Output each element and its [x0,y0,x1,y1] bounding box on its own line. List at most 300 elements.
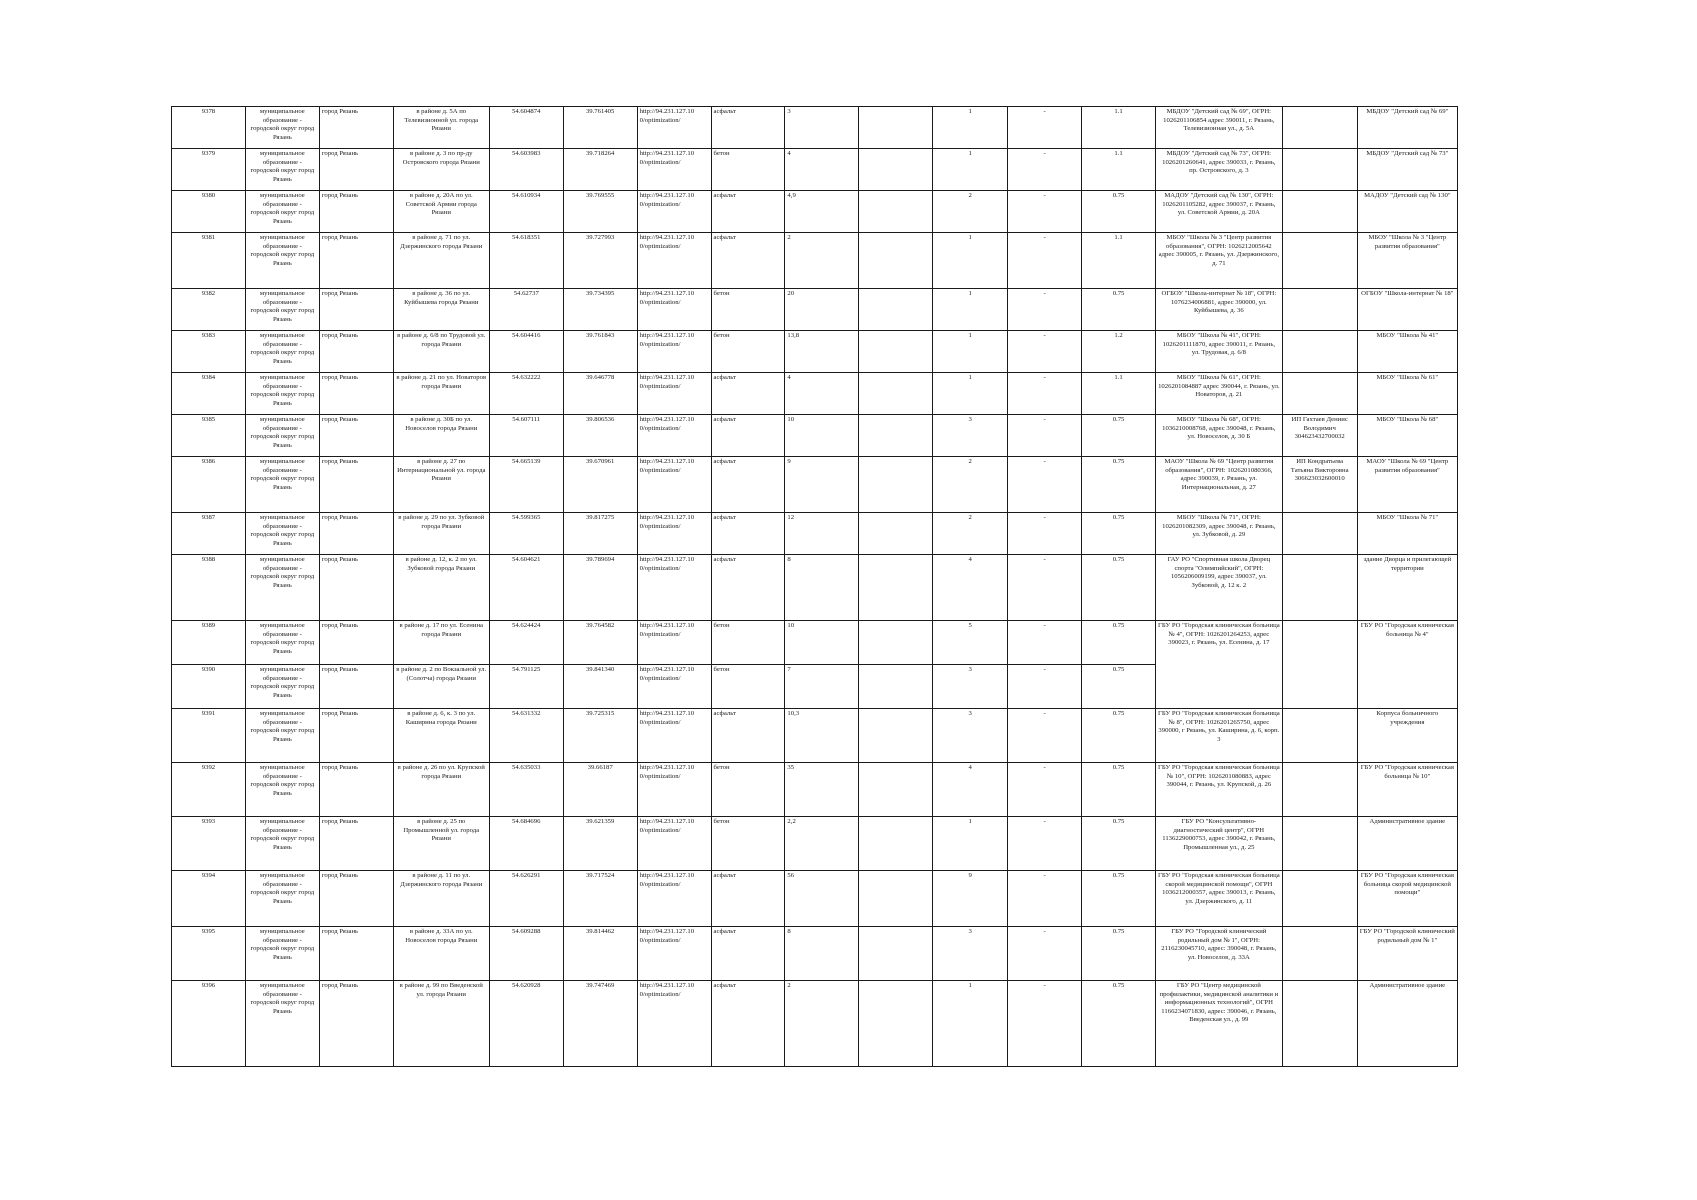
dash-cell: - [1008,871,1082,927]
surface-cell: бетон [711,331,785,373]
empty-cell [859,191,933,233]
operator-cell [1282,763,1357,817]
dash-cell: - [1008,817,1082,871]
dash-cell: - [1008,289,1082,331]
area-cell: 12 [785,513,859,555]
longitude-cell: 39.734395 [563,289,637,331]
link-cell: http://94.231.127.10 0/optimization/ [637,763,711,817]
surface-cell: асфальт [711,927,785,981]
link-cell: http://94.231.127.10 0/optimization/ [637,927,711,981]
owner-cell: МБОУ "Школа № 61", ОГРН: 1026201084887 адрес 390044, г. Рязань, ул. Новаторов, д. 21 [1156,373,1283,415]
waste-source-cell: ГБУ РО "Городская клиническая больница № 10" [1357,763,1457,817]
area-cell: 4 [785,373,859,415]
address-cell: в районе д. 71 по ул. Дзержинского города Рязани [393,233,489,289]
surface-cell: асфальт [711,513,785,555]
link-cell: http://94.231.127.10 0/optimization/ [637,457,711,513]
row-number: 9395 [172,927,246,981]
longitude-cell: 39.817275 [563,513,637,555]
empty-cell [859,621,933,665]
empty-cell [859,107,933,149]
link-cell: http://94.231.127.10 0/optimization/ [637,665,711,709]
operator-cell [1282,871,1357,927]
longitude-cell: 39.764582 [563,621,637,665]
waste-source-cell: МБДОУ "Детский сад № 69" [1357,107,1457,149]
row-number: 9388 [172,555,246,621]
municipality-cell: муниципальное образование - городской округ город Рязань [245,457,319,513]
row-number: 9383 [172,331,246,373]
waste-source-cell: МБОУ "Школа № 41" [1357,331,1457,373]
link-cell: http://94.231.127.10 0/optimization/ [637,415,711,457]
address-cell: в районе д. 36 по ул. Куйбышева города Рязани [393,289,489,331]
area-cell: 2,2 [785,817,859,871]
container-count-cell: 1 [933,817,1008,871]
row-number: 9378 [172,107,246,149]
area-cell: 10 [785,415,859,457]
operator-cell [1282,289,1357,331]
owner-cell: ГБУ РО "Городская клиническая больница № 8", ОГРН: 1026201265750, адрес 390000, г Рязань, ул. Каширина, д. 6, корп. 3 [1156,709,1283,763]
link-cell: http://94.231.127.10 0/optimization/ [637,621,711,665]
empty-cell [859,233,933,289]
operator-cell: ИП Гахтаев Дениис Володимич 304623432700032 [1282,415,1357,457]
area-cell: 8 [785,927,859,981]
table-row [172,871,1458,927]
operator-cell [1282,555,1357,621]
area-cell: 35 [785,763,859,817]
row-number: 9394 [172,871,246,927]
row-number: 9391 [172,709,246,763]
address-cell: в районе д. 12, к. 2 по ул. Зубковой города Рязани [393,555,489,621]
table-row [172,555,1458,621]
owner-cell: ГБУ РО "Городской клинический родильный дом № 1", ОГРН: 2116230045710, адрес: 390048, г. Рязань, ул. Новоселов, д. 33А [1156,927,1283,981]
row-number: 9385 [172,415,246,457]
dash-cell: - [1008,149,1082,191]
address-cell: в районе д. 17 по ул. Есенина города Рязани [393,621,489,665]
surface-cell: асфальт [711,191,785,233]
container-count-cell: 2 [933,191,1008,233]
volume-cell: 1.1 [1082,373,1156,415]
owner-cell: ГБУ РО "Городская клиническая больница № 4", ОГРН: 1026201264253, адрес 390023, г. Рязань, ул. Есенина, д. 17 [1156,621,1283,709]
settlement-cell: город Рязань [319,709,393,763]
municipality-cell: муниципальное образование - городской округ город Рязань [245,233,319,289]
longitude-cell: 39.717524 [563,871,637,927]
longitude-cell: 39.725315 [563,709,637,763]
address-cell: в районе д. 6, к. 3 по ул. Каширина города Рязани [393,709,489,763]
settlement-cell: город Рязань [319,233,393,289]
waste-source-cell: МАОУ "Школа № 69 "Центр развития образования" [1357,457,1457,513]
longitude-cell: 39.727993 [563,233,637,289]
row-number: 9393 [172,817,246,871]
municipality-cell: муниципальное образование - городской округ город Рязань [245,763,319,817]
container-count-cell: 1 [933,331,1008,373]
operator-cell [1282,981,1357,1067]
municipality-cell: муниципальное образование - городской округ город Рязань [245,871,319,927]
row-number: 9379 [172,149,246,191]
volume-cell: 0.75 [1082,665,1156,709]
waste-source-cell: МАДОУ "Детский сад № 130" [1357,191,1457,233]
row-number: 9382 [172,289,246,331]
surface-cell: асфальт [711,871,785,927]
table-row [172,709,1458,763]
municipality-cell: муниципальное образование - городской округ город Рязань [245,709,319,763]
dash-cell: - [1008,927,1082,981]
empty-cell [859,373,933,415]
container-count-cell: 3 [933,927,1008,981]
row-number: 9386 [172,457,246,513]
settlement-cell: город Рязань [319,555,393,621]
container-count-cell: 1 [933,373,1008,415]
table-row [172,621,1458,665]
latitude-cell: 54.604874 [489,107,563,149]
operator-cell: ИП Кондратьева Татьяна Викторовна 306623032600010 [1282,457,1357,513]
settlement-cell: город Рязань [319,191,393,233]
empty-cell [859,457,933,513]
volume-cell: 0.75 [1082,927,1156,981]
table-row [172,289,1458,331]
dash-cell: - [1008,763,1082,817]
longitude-cell: 39.761405 [563,107,637,149]
municipality-cell: муниципальное образование - городской округ город Рязань [245,927,319,981]
waste-source-cell: здание Дворца и прилегающей территории [1357,555,1457,621]
surface-cell: асфальт [711,709,785,763]
table-row [172,331,1458,373]
operator-cell [1282,513,1357,555]
container-count-cell: 4 [933,763,1008,817]
row-number: 9396 [172,981,246,1067]
empty-cell [859,763,933,817]
row-number: 9384 [172,373,246,415]
operator-cell [1282,331,1357,373]
dash-cell: - [1008,621,1082,665]
waste-source-cell: МБОУ "Школа № 61" [1357,373,1457,415]
area-cell: 8 [785,555,859,621]
dash-cell: - [1008,709,1082,763]
dash-cell: - [1008,415,1082,457]
container-count-cell: 3 [933,665,1008,709]
area-cell: 4,9 [785,191,859,233]
address-cell: в районе д. 27 по Интернациональной ул. города Рязани [393,457,489,513]
surface-cell: асфальт [711,233,785,289]
empty-cell [859,817,933,871]
area-cell: 13,8 [785,331,859,373]
operator-cell [1282,621,1357,709]
latitude-cell: 54.610934 [489,191,563,233]
municipality-cell: муниципальное образование - городской округ город Рязань [245,331,319,373]
table-row [172,981,1458,1067]
operator-cell [1282,191,1357,233]
volume-cell: 0.75 [1082,289,1156,331]
address-cell: в районе д. 33А по ул. Новоселов города Рязани [393,927,489,981]
municipality-cell: муниципальное образование - городской округ город Рязань [245,107,319,149]
volume-cell: 0.75 [1082,709,1156,763]
empty-cell [859,149,933,191]
table-row [172,817,1458,871]
address-cell: в районе д. 21 по ул. Новаторов города Рязани [393,373,489,415]
link-cell: http://94.231.127.10 0/optimization/ [637,149,711,191]
latitude-cell: 54.607111 [489,415,563,457]
row-number: 9381 [172,233,246,289]
settlement-cell: город Рязань [319,107,393,149]
surface-cell: асфальт [711,107,785,149]
area-cell: 9 [785,457,859,513]
link-cell: http://94.231.127.10 0/optimization/ [637,289,711,331]
volume-cell: 0.75 [1082,457,1156,513]
area-cell: 2 [785,233,859,289]
waste-source-cell: Административное здание [1357,817,1457,871]
empty-cell [859,709,933,763]
owner-cell: МБДОУ "Детский сад № 73", ОГРН: 1026201260641, адрес 390033, г. Рязань, пр. Островского, д. 3 [1156,149,1283,191]
settlement-cell: город Рязань [319,621,393,665]
settlement-cell: город Рязань [319,927,393,981]
settlement-cell: город Рязань [319,871,393,927]
surface-cell: асфальт [711,981,785,1067]
longitude-cell: 39.761843 [563,331,637,373]
settlement-cell: город Рязань [319,665,393,709]
row-number: 9380 [172,191,246,233]
table-row [172,107,1458,149]
volume-cell: 1.2 [1082,331,1156,373]
surface-cell: бетон [711,289,785,331]
container-count-cell: 1 [933,289,1008,331]
waste-source-cell: ОГБОУ "Школа-интернат № 18" [1357,289,1457,331]
link-cell: http://94.231.127.10 0/optimization/ [637,709,711,763]
dash-cell: - [1008,665,1082,709]
municipality-cell: муниципальное образование - городской округ город Рязань [245,373,319,415]
operator-cell [1282,709,1357,763]
owner-cell: ГБУ РО "Центр медицинской профилактики, медицинской аналитики и информационных технологий", ОГРН 1166234071830, адрес: 390046, г. Рязань, Введенская ул., д. 99 [1156,981,1283,1067]
area-cell: 20 [785,289,859,331]
latitude-cell: 54.604621 [489,555,563,621]
link-cell: http://94.231.127.10 0/optimization/ [637,817,711,871]
settlement-cell: город Рязань [319,331,393,373]
dash-cell: - [1008,191,1082,233]
table-row [172,191,1458,233]
municipality-cell: муниципальное образование - городской округ город Рязань [245,981,319,1067]
settlement-cell: город Рязань [319,817,393,871]
longitude-cell: 39.841340 [563,665,637,709]
operator-cell [1282,233,1357,289]
table-row [172,233,1458,289]
latitude-cell: 54.665139 [489,457,563,513]
row-number: 9389 [172,621,246,665]
owner-cell: ОГБОУ "Школа-интернат № 18", ОГРН: 1076234006881, адрес 390000, ул. Куйбышева, д. 36 [1156,289,1283,331]
owner-cell: ГБУ РО "Городская клиническая больница скорой медицинской помощи", ОГРН 1036212000357, адрес 390013, г. Рязань, ул. Дзержинского, д. 11 [1156,871,1283,927]
waste-source-cell: ГБУ РО "Городская клиническая больница скорой медицинской помощи" [1357,871,1457,927]
volume-cell: 1.1 [1082,233,1156,289]
municipality-cell: муниципальное образование - городской округ город Рязань [245,149,319,191]
settlement-cell: город Рязань [319,763,393,817]
row-number: 9387 [172,513,246,555]
longitude-cell: 39.621359 [563,817,637,871]
settlement-cell: город Рязань [319,457,393,513]
volume-cell: 0.75 [1082,191,1156,233]
longitude-cell: 39.66187 [563,763,637,817]
container-count-cell: 2 [933,513,1008,555]
volume-cell: 0.75 [1082,817,1156,871]
dash-cell: - [1008,331,1082,373]
waste-source-cell: ГБУ РО "Городской клинический родильный дом № 1" [1357,927,1457,981]
latitude-cell: 54.62737 [489,289,563,331]
empty-cell [859,513,933,555]
waste-source-cell: ГБУ РО "Городская клиническая больница № 4" [1357,621,1457,709]
latitude-cell: 54.631332 [489,709,563,763]
volume-cell: 1.1 [1082,149,1156,191]
settlement-cell: город Рязань [319,149,393,191]
waste-source-cell: МБОУ "Школа № 71" [1357,513,1457,555]
owner-cell: ГБУ РО "Городская клиническая больница № 10", ОГРН: 1026201080883, адрес 390044, г. Рязань, ул. Крупской, д. 26 [1156,763,1283,817]
latitude-cell: 54.624424 [489,621,563,665]
link-cell: http://94.231.127.10 0/optimization/ [637,191,711,233]
link-cell: http://94.231.127.10 0/optimization/ [637,513,711,555]
empty-cell [859,331,933,373]
empty-cell [859,927,933,981]
link-cell: http://94.231.127.10 0/optimization/ [637,555,711,621]
operator-cell [1282,927,1357,981]
operator-cell [1282,107,1357,149]
owner-cell: МБОУ "Школа № 3 "Центр развития образования", ОГРН: 1026212005642 адрес 390005, г. Рязань, ул. Дзержинского, д. 71 [1156,233,1283,289]
area-cell: 2 [785,981,859,1067]
longitude-cell: 39.789694 [563,555,637,621]
longitude-cell: 39.646778 [563,373,637,415]
surface-cell: асфальт [711,415,785,457]
latitude-cell: 54.632222 [489,373,563,415]
owner-cell: МБОУ "Школа № 71", ОГРН: 1026201082309, адрес 390048, г. Рязань, ул. Зубковой, д. 29 [1156,513,1283,555]
longitude-cell: 39.769555 [563,191,637,233]
surface-cell: бетон [711,149,785,191]
address-cell: в районе д. 20А по ул. Советской Армии города Рязани [393,191,489,233]
area-cell: 56 [785,871,859,927]
container-count-cell: 2 [933,457,1008,513]
container-count-cell: 1 [933,107,1008,149]
owner-cell: ГБУ РО "Консультативно-диагностический центр", ОГРН 1136229000753, адрес 390042, г. Рязань, Промышленная ул., д. 25 [1156,817,1283,871]
owner-cell: МБОУ "Школа № 41", ОГРН: 1026201111870, адрес 390011, г. Рязань, ул. Трудовая, д. 6/8 [1156,331,1283,373]
dash-cell: - [1008,555,1082,621]
longitude-cell: 39.747469 [563,981,637,1067]
latitude-cell: 54.635033 [489,763,563,817]
surface-cell: бетон [711,817,785,871]
longitude-cell: 39.806536 [563,415,637,457]
table-row [172,927,1458,981]
container-count-cell: 1 [933,149,1008,191]
link-cell: http://94.231.127.10 0/optimization/ [637,107,711,149]
container-count-cell: 1 [933,233,1008,289]
surface-cell: асфальт [711,555,785,621]
link-cell: http://94.231.127.10 0/optimization/ [637,373,711,415]
container-count-cell: 1 [933,981,1008,1067]
operator-cell [1282,817,1357,871]
surface-cell: бетон [711,665,785,709]
latitude-cell: 54.618351 [489,233,563,289]
municipality-cell: муниципальное образование - городской округ город Рязань [245,555,319,621]
address-cell: в районе д. 3 по пр-ду Островского города Рязани [393,149,489,191]
settlement-cell: город Рязань [319,289,393,331]
table-row [172,513,1458,555]
empty-cell [859,555,933,621]
address-cell: в районе д. 2 по Вокзальной ул. (Солотча) города Рязани [393,665,489,709]
settlement-cell: город Рязань [319,513,393,555]
area-cell: 10,3 [785,709,859,763]
address-cell: в районе д. 6/8 по Трудовой ул. города Рязани [393,331,489,373]
area-cell: 7 [785,665,859,709]
dash-cell: - [1008,373,1082,415]
table-row [172,763,1458,817]
container-count-cell: 5 [933,621,1008,665]
latitude-cell: 54.603983 [489,149,563,191]
empty-cell [859,981,933,1067]
municipality-cell: муниципальное образование - городской округ город Рязань [245,817,319,871]
table-row [172,149,1458,191]
container-count-cell: 4 [933,555,1008,621]
volume-cell: 1.1 [1082,107,1156,149]
settlement-cell: город Рязань [319,373,393,415]
container-count-cell: 3 [933,415,1008,457]
table-row [172,415,1458,457]
latitude-cell: 54.626291 [489,871,563,927]
longitude-cell: 39.718264 [563,149,637,191]
area-cell: 4 [785,149,859,191]
latitude-cell: 54.620928 [489,981,563,1067]
settlement-cell: город Рязань [319,981,393,1067]
empty-cell [859,665,933,709]
municipality-cell: муниципальное образование - городской округ город Рязань [245,621,319,665]
volume-cell: 0.75 [1082,415,1156,457]
latitude-cell: 54.604416 [489,331,563,373]
waste-source-cell: Административное здание [1357,981,1457,1067]
latitude-cell: 54.684696 [489,817,563,871]
address-cell: в районе д. 5А по Телевизионной ул. города Рязани [393,107,489,149]
waste-source-cell: МБОУ "Школа № 3 "Центр развития образования" [1357,233,1457,289]
link-cell: http://94.231.127.10 0/optimization/ [637,871,711,927]
longitude-cell: 39.670961 [563,457,637,513]
surface-cell: асфальт [711,457,785,513]
volume-cell: 0.75 [1082,555,1156,621]
link-cell: http://94.231.127.10 0/optimization/ [637,331,711,373]
address-cell: в районе д. 26 по ул. Крупской города Рязани [393,763,489,817]
volume-cell: 0.75 [1082,621,1156,665]
owner-cell: МБДОУ "Детский сад № 69", ОГРН: 1026201106854 адрес 390011, г. Рязань, Телевизионная ул., д. 5А [1156,107,1283,149]
surface-cell: бетон [711,763,785,817]
waste-source-cell: МБОУ "Школа № 68" [1357,415,1457,457]
surface-cell: асфальт [711,373,785,415]
owner-cell: ГАУ РО "Спортивная школа Дворец спорта "Олимпийский", ОГРН: 1056206009199, адрес 390037, ул. Зубковой, д. 12 к. 2 [1156,555,1283,621]
longitude-cell: 39.814462 [563,927,637,981]
municipality-cell: муниципальное образование - городской округ город Рязань [245,665,319,709]
address-cell: в районе д. 11 по ул. Дзержинского города Рязани [393,871,489,927]
municipality-cell: муниципальное образование - городской округ город Рязань [245,415,319,457]
address-cell: в районе д. 25 по Промышленной ул. города Рязани [393,817,489,871]
dash-cell: - [1008,981,1082,1067]
table-row [172,373,1458,415]
address-cell: в районе д. 99 по Введенской ул. города Рязани [393,981,489,1067]
address-cell: в районе д. 29 по ул. Зубковой города Рязани [393,513,489,555]
link-cell: http://94.231.127.10 0/optimization/ [637,981,711,1067]
operator-cell [1282,149,1357,191]
waste-source-cell: МБДОУ "Детский сад № 73" [1357,149,1457,191]
municipality-cell: муниципальное образование - городской округ город Рязань [245,191,319,233]
table-row [172,457,1458,513]
container-count-cell: 3 [933,709,1008,763]
volume-cell: 0.75 [1082,763,1156,817]
dash-cell: - [1008,233,1082,289]
operator-cell [1282,373,1357,415]
empty-cell [859,289,933,331]
volume-cell: 0.75 [1082,871,1156,927]
owner-cell: МБОУ "Школа № 68", ОГРН: 1036210008768, адрес 390048, г. Рязань, ул. Новоселов, д. 30 Б [1156,415,1283,457]
dash-cell: - [1008,457,1082,513]
settlement-cell: город Рязань [319,415,393,457]
owner-cell: МАОУ "Школа № 69 "Центр развития образования", ОГРН: 1026201080366, адрес 390039, г. Рязань, ул. Интернациональная, д. 27 [1156,457,1283,513]
municipality-cell: муниципальное образование - городской округ город Рязань [245,513,319,555]
area-cell: 3 [785,107,859,149]
